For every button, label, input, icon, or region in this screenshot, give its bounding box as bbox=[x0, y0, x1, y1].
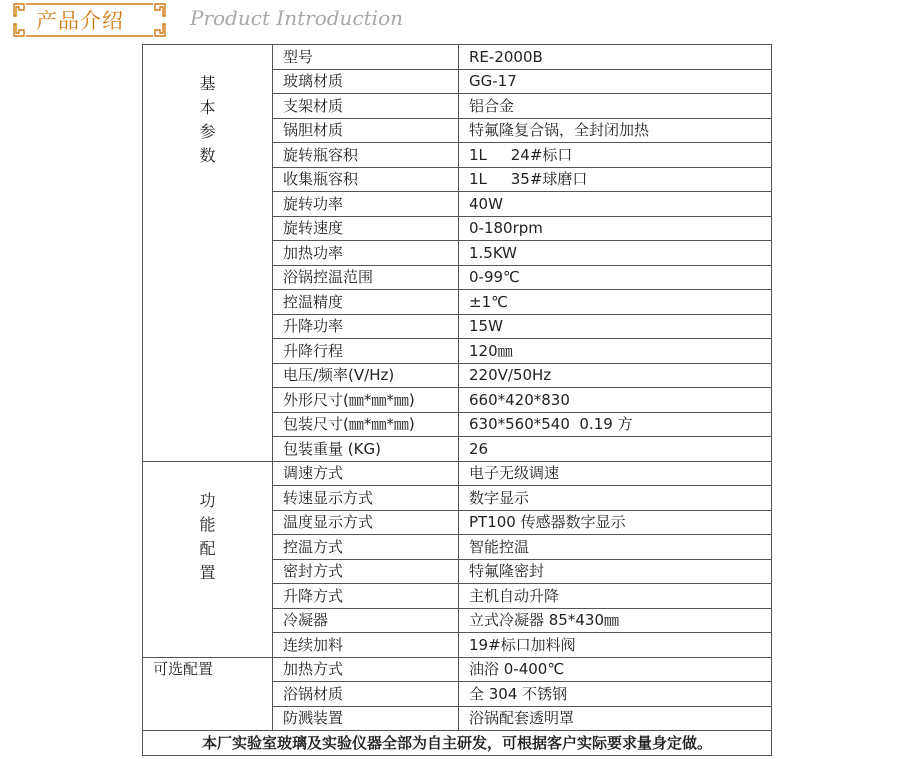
footer-note: 本厂实验室玻璃及实验仪器全部为自主研发，可根据客户实际要求量身定做。 bbox=[143, 731, 772, 756]
table-row bbox=[143, 657, 772, 682]
title-frame bbox=[12, 2, 167, 36]
footer-row bbox=[143, 731, 772, 756]
param-value: 铝合金 bbox=[459, 94, 772, 119]
param-name: 调速方式 bbox=[273, 461, 459, 486]
param-value: 0-99℃ bbox=[459, 265, 772, 290]
param-name: 升降功率 bbox=[273, 314, 459, 339]
param-value: 15W bbox=[459, 314, 772, 339]
param-value: 主机自动升降 bbox=[459, 584, 772, 609]
param-value: 全 304 不锈钢 bbox=[459, 682, 772, 707]
param-value: 数字显示 bbox=[459, 486, 772, 511]
group-label: 可选配置 bbox=[143, 657, 273, 731]
param-value: 特氟隆复合锅，全封闭加热 bbox=[459, 118, 772, 143]
param-name: 控温方式 bbox=[273, 535, 459, 560]
param-name: 旋转功率 bbox=[273, 192, 459, 217]
spec-table bbox=[142, 44, 772, 756]
param-value: 立式冷凝器 85*430㎜ bbox=[459, 608, 772, 633]
param-name: 电压/频率(V/Hz) bbox=[273, 363, 459, 388]
param-value: 40W bbox=[459, 192, 772, 217]
section-header bbox=[12, 2, 892, 38]
param-value: ±1℃ bbox=[459, 290, 772, 315]
param-value: 120㎜ bbox=[459, 339, 772, 364]
param-name: 温度显示方式 bbox=[273, 510, 459, 535]
section-title: 产品介绍 bbox=[36, 9, 124, 33]
param-name: 升降行程 bbox=[273, 339, 459, 364]
param-name: 浴锅材质 bbox=[273, 682, 459, 707]
param-value: PT100 传感器数字显示 bbox=[459, 510, 772, 535]
param-name: 旋转速度 bbox=[273, 216, 459, 241]
param-name: 防溅装置 bbox=[273, 706, 459, 731]
param-value: 1L 35#球磨口 bbox=[459, 167, 772, 192]
param-value: 浴锅配套透明罩 bbox=[459, 706, 772, 731]
param-value: 630*560*540 0.19 方 bbox=[459, 412, 772, 437]
group-label-text: 基 本 参 数 bbox=[199, 74, 216, 165]
param-name: 玻璃材质 bbox=[273, 69, 459, 94]
table-row bbox=[143, 45, 772, 70]
param-name: 控温精度 bbox=[273, 290, 459, 315]
param-name: 浴锅控温范围 bbox=[273, 265, 459, 290]
param-value: 26 bbox=[459, 437, 772, 462]
param-value: 1L 24#标口 bbox=[459, 143, 772, 168]
param-value: 油浴 0-400℃ bbox=[459, 657, 772, 682]
param-name: 收集瓶容积 bbox=[273, 167, 459, 192]
param-name: 包装尺寸(㎜*㎜*㎜) bbox=[273, 412, 459, 437]
param-value: GG-17 bbox=[459, 69, 772, 94]
group-label bbox=[143, 45, 273, 462]
param-value: 智能控温 bbox=[459, 535, 772, 560]
param-value: 19#标口加料阀 bbox=[459, 633, 772, 658]
param-name: 冷凝器 bbox=[273, 608, 459, 633]
param-name: 支架材质 bbox=[273, 94, 459, 119]
param-name: 连续加料 bbox=[273, 633, 459, 658]
param-value: 660*420*830 bbox=[459, 388, 772, 413]
group-label-text: 功 能 配 置 bbox=[199, 490, 216, 582]
param-value: 220V/50Hz bbox=[459, 363, 772, 388]
param-name: 密封方式 bbox=[273, 559, 459, 584]
param-name: 外形尺寸(㎜*㎜*㎜) bbox=[273, 388, 459, 413]
group-label bbox=[143, 461, 273, 657]
table-row bbox=[143, 461, 772, 486]
param-name: 加热方式 bbox=[273, 657, 459, 682]
section-subtitle: Product Introduction bbox=[190, 6, 403, 30]
param-value: 1.5KW bbox=[459, 241, 772, 266]
param-value: 特氟隆密封 bbox=[459, 559, 772, 584]
param-name: 旋转瓶容积 bbox=[273, 143, 459, 168]
param-value: RE-2000B bbox=[459, 45, 772, 70]
param-name: 型号 bbox=[273, 45, 459, 70]
param-name: 锅胆材质 bbox=[273, 118, 459, 143]
param-name: 升降方式 bbox=[273, 584, 459, 609]
param-value: 电子无级调速 bbox=[459, 461, 772, 486]
param-name: 加热功率 bbox=[273, 241, 459, 266]
param-value: 0-180rpm bbox=[459, 216, 772, 241]
param-name: 转速显示方式 bbox=[273, 486, 459, 511]
param-name: 包装重量 (KG) bbox=[273, 437, 459, 462]
